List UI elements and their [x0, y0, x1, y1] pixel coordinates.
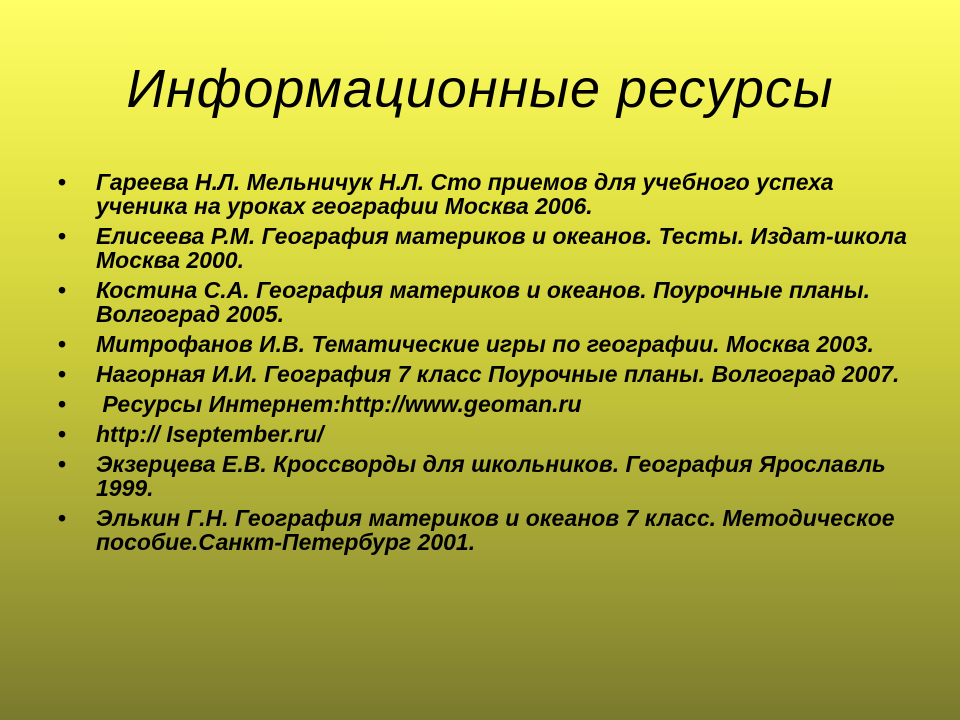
list-item [58, 392, 918, 416]
list-item [58, 224, 918, 272]
bullet-icon: • [58, 391, 67, 417]
list-item-text: Элькин Г.Н. География материков и океанов 7 класс. Методическое пособие.Санкт-Петербург 2001. [96, 505, 895, 555]
bullet-icon: • [58, 277, 67, 303]
bullet-icon: • [58, 331, 67, 357]
bullet-icon: • [58, 223, 67, 249]
bullet-icon: • [58, 361, 67, 387]
resource-list [58, 170, 918, 560]
list-item-text: Митрофанов И.В. Тематические игры по географии. Москва 2003. [96, 331, 874, 357]
list-item [58, 278, 918, 326]
list-item-text: Костина С.А. География материков и океанов. Поурочные планы. Волгоград 2005. [96, 277, 871, 327]
list-item [58, 362, 918, 386]
slide-title: Информационные ресурсы [126, 59, 834, 119]
bullet-icon: • [58, 169, 67, 195]
bullet-icon: • [58, 505, 67, 531]
list-item [58, 452, 918, 500]
list-item-text: Гареева Н.Л. Мельничук Н.Л. Сто приемов для учебного успеха ученика на уроках географии Москва 2006. [96, 169, 834, 219]
list-item-text: Елисеева Р.М. География материков и океанов. Тесты. Издат-школа Москва 2000. [96, 223, 907, 273]
list-item-text: Нагорная И.И. География 7 класс Поурочные планы. Волгоград 2007. [96, 361, 900, 387]
bullet-icon: • [58, 421, 67, 447]
list-item-text: http:// Iseptember.ru/ [96, 421, 324, 447]
list-item [58, 422, 918, 446]
list-item-text: Ресурсы Интернет:http://www.geoman.ru [96, 391, 582, 417]
list-item [58, 170, 918, 218]
list-item-text: Экзерцева Е.В. Кроссворды для школьников. География Ярославль 1999. [96, 451, 886, 501]
list-item [58, 332, 918, 356]
bullet-icon: • [58, 451, 67, 477]
list-item [58, 506, 918, 554]
